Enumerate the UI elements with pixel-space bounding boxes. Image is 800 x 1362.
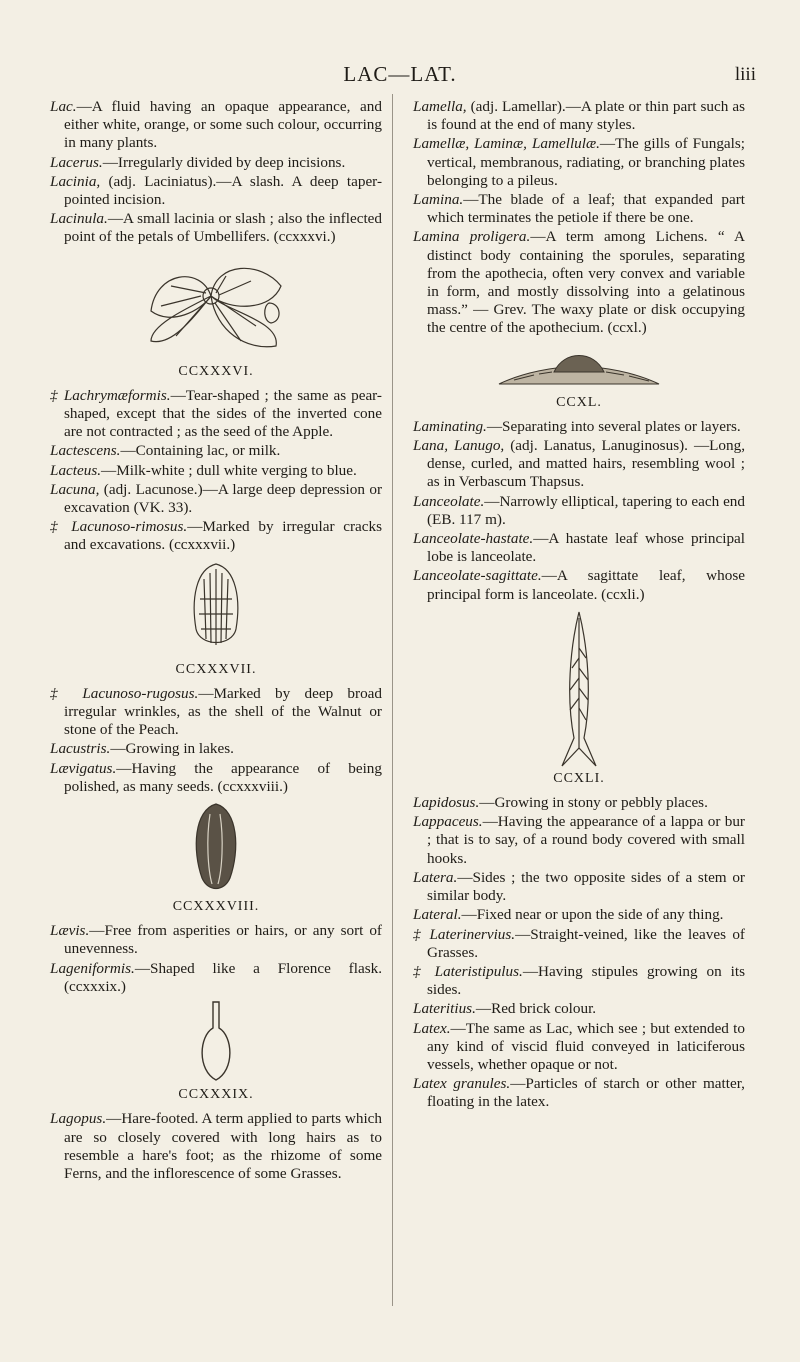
entry-lamella: Lamella, (adj. Lamellar).—A plate or thin part such as is found at the end of many styles.: [413, 98, 745, 134]
figure-caption: CCXL.: [556, 394, 602, 410]
entry-lac: Lac.—A fluid having an opaque appearance, and either white, orange, or some such colour, occurring in many plants.: [50, 98, 382, 152]
entry-lacinia: Lacinia, (adj. Laciniatus).—A slash. A deep taper-pointed incision.: [50, 172, 382, 209]
entry-laterinervius: ‡ Laterinervius.—Straight-veined, like the leaves of Grasses.: [413, 925, 745, 961]
right-column: [413, 98, 745, 1113]
figure-cracked-seed: [50, 559, 382, 659]
figure-caption: CCXXXVI.: [178, 363, 254, 379]
entry-lacunoso-rugosus: ‡ Lacunoso-rugosus.—Marked by deep broad irregular wrinkles, as the shell of the Walnut or stone of the Peach.: [50, 684, 383, 739]
entry-lagopus: Lagopus.—Hare-footed. A term applied to parts which are so closely covered with long hairs as to resemble a hare's foot; as the rhizome of some Ferns, and the inflorescence of some Grasses.: [50, 1110, 382, 1182]
entry-lacerus: Lacerus.—Irregularly divided by deep incisions.: [50, 153, 346, 171]
entry-latex: Latex.—The same as Lac, which see ; but extended to any kind of viscid fluid conveyed in laticiferous vessels, whether opaque or not.: [413, 1019, 745, 1073]
figure-caption: CCXXXVII.: [175, 661, 257, 677]
entry-lanceolate-hastate: Lanceolate-hastate.—A hastate leaf whose principal lobe is lanceolate.: [413, 530, 745, 566]
figure-polished-seed: [50, 800, 382, 896]
left-column: [50, 98, 382, 1184]
entry-lachrymaeformis: ‡ Lachrymæformis.—Tear-shaped ; the same as pear-shaped, except that the sides of the inverted cone are not contracted ; as the seed of the Apple.: [50, 386, 382, 441]
page-number: liii: [734, 64, 756, 85]
entry-lamina: Lamina.—The blade of a leaf; that expanded part which terminates the petiole if there be one.: [413, 191, 745, 227]
entry-lacinula: Lacinula.—A small lacinia or slash ; also the inflected point of the petals of Umbellifers. (ccxxxvi.): [50, 210, 382, 246]
entry-laevis: Lævis.—Free from asperities or hairs, or any sort of unevenness.: [50, 922, 382, 958]
entry-lacuna: Lacuna, (adj. Lacunose.)—A large deep depression or excavation (VK. 33).: [50, 480, 382, 517]
entry-lateral: Lateral.—Fixed near or upon the side of any thing.: [413, 906, 724, 924]
entry-laevigatus: Lævigatus.—Having the appearance of being polished, as many seeds. (ccxxxviii.): [50, 759, 382, 795]
entry-latex-granules: Latex granules.—Particles of starch or other matter, floating in the latex.: [413, 1075, 745, 1111]
entry-lana: Lana, Lanugo, (adj. Lanatus, Lanuginosus). —Long, dense, curled, and matted hairs, resembling wool ; as in Verbascum Thapsus.: [413, 437, 745, 491]
entry-lacteus: Lacteus.—Milk-white ; dull white verging to blue.: [50, 461, 357, 479]
figure-caption: CCXXXIX.: [178, 1087, 254, 1103]
entry-lacustris: Lacustris.—Growing in lakes.: [50, 740, 234, 758]
page-header: [0, 62, 800, 88]
figure-apothecium: [413, 342, 745, 392]
entry-latera: Latera.—Sides ; the two opposite sides of a stem or similar body.: [413, 868, 745, 905]
entry-lappaceus: Lappaceus.—Having the appearance of a lappa or bur ; that is to say, of a round body covered with small hooks.: [413, 813, 745, 867]
entry-lapidosus: Lapidosus.—Growing in stony or pebbly places.: [413, 794, 708, 812]
entry-lateritius: Lateritius.—Red brick colour.: [413, 1000, 597, 1018]
figure-umbellifer-flower: [50, 251, 382, 361]
figure-caption: CCXLI.: [553, 770, 605, 786]
entry-laminating: Laminating.—Separating into several plates or layers.: [413, 417, 741, 435]
entry-lageniformis: Lageniformis.—Shaped like a Florence flask. (ccxxxix.): [50, 959, 382, 995]
entry-lateristipulus: ‡ Lateristipulus.—Having stipules growing on its sides.: [413, 962, 745, 999]
figure-flask-shape: [50, 1000, 382, 1084]
column-divider: [392, 94, 393, 1306]
running-title: LAC—LAT.: [343, 62, 457, 86]
entry-lamellae: Lamellæ, Laminæ, Lamellulæ.—The gills of Fungals; vertical, membranous, radiating, or branching plates belonging to a pileus.: [413, 135, 745, 189]
entry-lanceolate: Lanceolate.—Narrowly elliptical, tapering to each end (EB. 117 m).: [413, 492, 745, 528]
entry-lanceolate-sagittate: Lanceolate-sagittate.—A sagittate leaf, whose principal form is lanceolate. (ccxli.): [413, 567, 745, 603]
entry-lamina-proligera: Lamina proligera.—A term among Lichens. “ A distinct body containing the sporules, separating from the apothecia, often very convex and variable in form, and mostly dissolving into a gelatinous mass.” — Grev. The waxy plate or disk occupying the centre of the apothecium. (ccxl.): [413, 228, 746, 337]
figure-lanceolate-leaf: [413, 608, 745, 768]
entry-lactescens: Lactescens.—Containing lac, or milk.: [50, 442, 281, 460]
figure-caption: CCXXXVIII.: [172, 899, 260, 915]
entry-lacunoso-rimosus: ‡ Lacunoso-rimosus.—Marked by irregular cracks and excavations. (ccxxxvii.): [50, 518, 383, 554]
